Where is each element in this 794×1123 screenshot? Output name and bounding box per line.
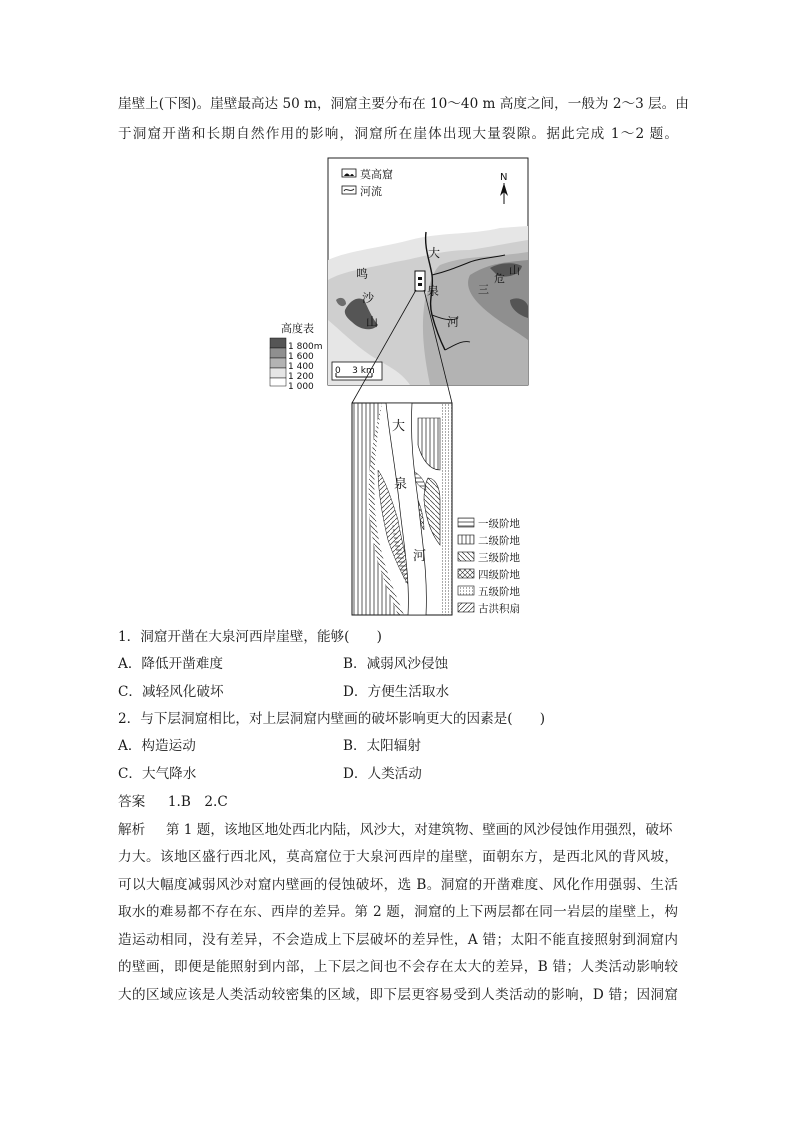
- terrace-legend-5: 五级阶地: [478, 586, 520, 598]
- terrace-legend-6: 古洪积扇: [478, 603, 520, 615]
- legend-river-label: 河流: [360, 185, 382, 198]
- map-label-he: 河: [447, 315, 460, 329]
- terrace-legend: [458, 517, 520, 615]
- scale-label: 0 3 km: [335, 366, 375, 376]
- scale-bar: [332, 362, 382, 380]
- q2-stem: 2．与下层洞窟相比，对上层洞窟内壁画的破坏影响更大的因素是( ): [118, 711, 546, 727]
- map-label-ming: 鸣: [356, 267, 369, 281]
- q2-option-b: B．太阳辐射: [343, 738, 421, 754]
- map-label-da: 大: [428, 246, 441, 260]
- terrace-legend-3: 三级阶地: [478, 552, 520, 564]
- map-label-wei: 危: [494, 272, 505, 285]
- analysis-line-5: 造运动相同，没有差异，不会造成上下层破坏的差异性，A 错；太阳不能直接照射到洞窟内: [118, 932, 678, 948]
- analysis-line-3: 可以大幅度减弱风沙对窟内壁画的侵蚀破坏，选 B。洞窟的开凿难度、风化作用强弱、生活: [118, 877, 678, 893]
- detail-label-he: 河: [413, 549, 427, 564]
- terrace-legend-1: 一级阶地: [478, 518, 520, 530]
- detail-map: [352, 403, 452, 615]
- terrace-legend-4: 四级阶地: [478, 569, 520, 581]
- detail-label-quan: 泉: [394, 477, 408, 492]
- elev-level-5: 1 000: [288, 382, 314, 392]
- answer-row: [118, 792, 228, 812]
- elevation-legend: [270, 321, 323, 392]
- legend-caves-label: 莫高窟: [360, 168, 393, 181]
- q1-option-c: C．减轻风化破坏: [118, 684, 224, 700]
- answer-label: 答案: [118, 794, 146, 810]
- analysis-label: 解析: [118, 822, 146, 838]
- q2-option-c: C．大气降水: [118, 766, 197, 782]
- q1-option-b: B．减弱风沙侵蚀: [343, 656, 449, 672]
- intro-line-1: 崖壁上(下图)。崖壁最高达 50 m，洞窟主要分布在 10～40 m 高度之间，一般为 2～3 层。由: [118, 96, 689, 112]
- analysis-line-1: 第 1 题，该地区地处西北内陆，风沙大，对建筑物、壁画的风沙侵蚀作用强烈，破坏: [165, 822, 673, 838]
- elev-level-2: 1 600: [288, 352, 314, 362]
- map-label-shan2: 山: [509, 264, 520, 277]
- q2-option-a: A．构造运动: [118, 738, 196, 754]
- q2-option-d: D．人类活动: [343, 766, 422, 782]
- intro-line-2: 于洞窟开凿和长期自然作用的影响，洞窟所在崖体出现大量裂隙。据此完成 1～2 题。: [118, 126, 678, 142]
- analysis-line-4: 取水的难易都不存在东、西岸的差异。第 2 题，洞窟的上下两层都在同一岩层的崖壁上，构: [118, 904, 678, 920]
- detail-label-da: 大: [392, 419, 406, 434]
- answer-text: 1.B 2.C: [167, 794, 228, 810]
- north-label: N: [500, 172, 508, 183]
- elev-level-1: 1 800m: [288, 342, 323, 352]
- map-label-shan: 山: [366, 315, 379, 329]
- q1-option-d: D．方便生活取水: [343, 684, 450, 700]
- analysis-line-2: 力大。该地区盛行西北风，莫高窟位于大泉河西岸的崖壁，面朝东方，是西北风的背风坡，: [118, 849, 678, 865]
- elevation-title: 高度表: [281, 322, 314, 335]
- elev-level-4: 1 200: [288, 372, 314, 382]
- map-label-san: 三: [478, 283, 489, 296]
- main-map: [328, 158, 528, 385]
- q1-stem: 1．洞窟开凿在大泉河西岸崖壁，能够( ): [118, 629, 382, 645]
- q1-option-a: A．降低开凿难度: [118, 656, 223, 672]
- terrace-legend-2: 二级阶地: [478, 535, 520, 547]
- elev-level-3: 1 400: [288, 362, 314, 372]
- map-label-quan: 泉: [427, 284, 440, 298]
- analysis-line-6: 的壁画，即便是能照射到内部，上下层之间也不会存在太大的差异，B 错；人类活动影响较: [118, 959, 678, 975]
- analysis-row-1: [118, 820, 678, 840]
- map-label-sha: 沙: [362, 291, 375, 305]
- analysis-line-7: 大的区域应该是人类活动较密集的区域，即下层更容易受到人类活动的影响，D 错；因洞窟: [118, 987, 678, 1003]
